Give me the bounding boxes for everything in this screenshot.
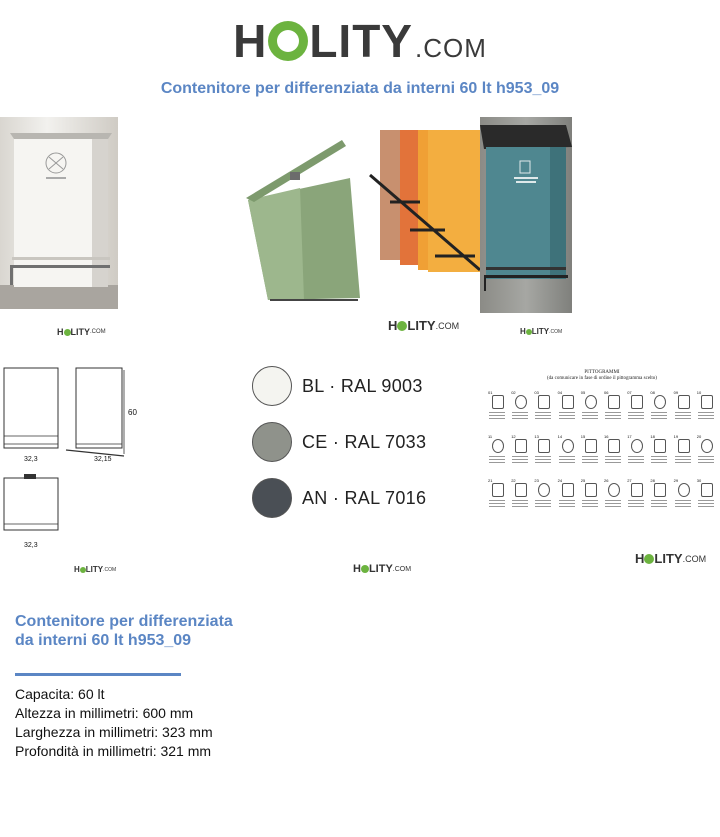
pictogram-caption-line — [582, 462, 598, 463]
pictogram-number: 14 — [557, 434, 563, 439]
blue-bin-illustration — [480, 117, 572, 313]
pictogram-caption-line — [651, 456, 667, 457]
pictogram-subtitle: (da comunicare in fase di ordine il pittogramma scelto) — [547, 376, 657, 381]
pictogram-caption-line — [628, 503, 644, 504]
pictogram-icon — [562, 439, 574, 453]
pictogram-caption-line — [605, 506, 621, 507]
pictogram-caption-line — [675, 500, 691, 501]
pictogram-number: 17 — [627, 434, 632, 439]
pictogram-icon — [608, 395, 620, 409]
pictogram-icon — [608, 483, 620, 497]
pictogram-icon — [492, 439, 504, 453]
pictogram-number: 27 — [627, 478, 632, 483]
pictogram-icon — [538, 439, 550, 453]
color-label: AN · RAL 7016 — [302, 487, 427, 508]
pictogram-caption-line — [559, 500, 575, 501]
pictogram-caption-line — [605, 462, 621, 463]
product-photo-green-bin[interactable] — [240, 130, 480, 302]
color-swatch — [252, 366, 292, 406]
pictogram-caption-line — [559, 418, 575, 419]
pictogram-cell[interactable] — [532, 478, 555, 512]
pictogram-caption-line — [512, 500, 528, 501]
pictogram-caption-line — [512, 456, 528, 457]
pictogram-cell[interactable] — [625, 434, 648, 468]
pictogram-caption-line — [698, 503, 714, 504]
pictogram-icon — [678, 483, 690, 497]
pictogram-number: 18 — [650, 434, 655, 439]
color-option-white[interactable] — [252, 366, 423, 406]
pictogram-caption-line — [512, 412, 528, 413]
pictogram-number: 03 — [534, 390, 539, 395]
pictogram-cell[interactable] — [602, 390, 625, 424]
logo-letters: LITY — [309, 15, 413, 67]
pictogram-caption-line — [651, 459, 667, 460]
pictogram-icon — [701, 395, 713, 409]
pictogram-caption-line — [675, 412, 691, 413]
pictogram-caption-line — [489, 506, 505, 507]
pictogram-caption-line — [698, 456, 714, 457]
pictogram-cell[interactable] — [648, 390, 671, 424]
pictogram-caption-line — [628, 412, 644, 413]
pictogram-caption-line — [489, 459, 505, 460]
pictogram-caption-line — [512, 418, 528, 419]
pictogram-number: 06 — [604, 390, 609, 395]
pictogram-caption-line — [628, 459, 644, 460]
holity-mini-logo: H LITY .COM — [353, 563, 412, 575]
pictogram-number: 07 — [627, 390, 632, 395]
pictogram-caption-line — [559, 503, 575, 504]
pictogram-number: 09 — [673, 390, 679, 395]
pictogram-caption-line — [698, 462, 714, 463]
pictogram-caption-line — [675, 418, 691, 419]
color-swatch — [252, 478, 292, 518]
holity-mini-logo: H LITY .COM — [57, 327, 106, 337]
pictogram-caption-line — [698, 506, 714, 507]
spec-width: Larghezza in millimetri: 323 mm — [15, 724, 213, 740]
color-swatch — [252, 422, 292, 462]
title-divider — [15, 673, 181, 676]
pictogram-caption-line — [651, 462, 667, 463]
pictogram-number: 23 — [534, 478, 539, 483]
side-depth-label: 32,15 — [94, 456, 112, 463]
pictogram-cell[interactable] — [486, 478, 509, 512]
pictogram-cell[interactable] — [602, 434, 625, 468]
pictogram-cell[interactable] — [579, 434, 602, 468]
pictogram-icon — [701, 439, 713, 453]
pictogram-caption-line — [628, 456, 644, 457]
pictogram-caption-line — [698, 412, 714, 413]
pictogram-caption-line — [605, 459, 621, 460]
pictogram-cell[interactable] — [648, 478, 671, 512]
product-specs — [15, 685, 213, 761]
pictogram-caption-line — [605, 418, 621, 419]
pictogram-icon — [631, 395, 643, 409]
pictogram-icon — [562, 395, 574, 409]
pictogram-caption-line — [628, 462, 644, 463]
pictogram-icon — [608, 439, 620, 453]
logo-wordmark — [233, 14, 487, 68]
pictogram-cell[interactable] — [509, 478, 532, 512]
top-width-label: 32,3 — [24, 542, 38, 549]
holity-mini-logo: H LITY .COM — [520, 327, 563, 336]
pictogram-caption-line — [628, 418, 644, 419]
pictogram-icon — [515, 439, 527, 453]
pictogram-caption-line — [605, 456, 621, 457]
dimension-drawing — [0, 362, 150, 552]
pictogram-caption-line — [535, 503, 551, 504]
color-label: BL · RAL 9003 — [302, 375, 423, 396]
pictogram-number: 28 — [650, 478, 655, 483]
color-option-anthracite[interactable] — [252, 478, 426, 518]
pictogram-caption-line — [535, 506, 551, 507]
pictogram-caption-line — [535, 415, 551, 416]
pictogram-caption-line — [651, 418, 667, 419]
pictogram-caption-line — [512, 462, 528, 463]
pictogram-caption-line — [582, 503, 598, 504]
pictogram-number: 29 — [673, 478, 679, 483]
pictogram-caption-line — [535, 456, 551, 457]
pictogram-caption-line — [535, 459, 551, 460]
pictogram-caption-line — [489, 418, 505, 419]
pictogram-icon — [562, 483, 574, 497]
green-bin-illustration — [240, 130, 480, 302]
page-title: Contenitore per differenziata da interni 60 lt h953_09 — [160, 80, 560, 97]
pictogram-icon — [492, 395, 504, 409]
pictogram-caption-line — [559, 412, 575, 413]
pictogram-number: 15 — [580, 434, 586, 439]
pictogram-icon — [538, 395, 550, 409]
pictogram-caption-line — [675, 456, 691, 457]
pictogram-number: 13 — [534, 434, 539, 439]
pictogram-cell[interactable] — [625, 390, 648, 424]
white-bin-illustration — [0, 117, 118, 309]
logo-letter-h: H — [233, 15, 268, 67]
pictogram-icon — [515, 483, 527, 497]
pictogram-cell[interactable] — [486, 390, 509, 424]
pictogram-caption-line — [628, 415, 644, 416]
pictogram-number: 12 — [511, 434, 516, 439]
pictogram-number: 24 — [557, 478, 563, 483]
pictogram-cell[interactable] — [625, 478, 648, 512]
pictogram-caption-line — [582, 415, 598, 416]
holity-mini-logo: H LITY .COM — [635, 551, 707, 566]
spec-height: Altezza in millimetri: 600 mm — [15, 705, 194, 721]
pictogram-caption-line — [489, 456, 505, 457]
pictogram-caption-line — [512, 415, 528, 416]
pictogram-caption-line — [489, 412, 505, 413]
pictogram-icon — [538, 483, 550, 497]
pictogram-caption-line — [675, 503, 691, 504]
pictogram-icon — [585, 483, 597, 497]
pictogram-caption-line — [605, 415, 621, 416]
pictogram-number: 21 — [488, 478, 493, 483]
pictogram-caption-line — [535, 500, 551, 501]
pictogram-caption-line — [512, 506, 528, 507]
product-title: Contenitore per differenziata da interni 60 lt h953_09 — [15, 613, 233, 649]
pictogram-caption-line — [489, 503, 505, 504]
pictogram-caption-line — [628, 500, 644, 501]
pictogram-caption-line — [675, 415, 691, 416]
pictogram-number: 26 — [604, 478, 609, 483]
pictogram-number: 02 — [511, 390, 516, 395]
pictogram-number: 05 — [580, 390, 586, 395]
pictogram-sheet[interactable] — [486, 370, 718, 528]
pictogram-caption-line — [651, 503, 667, 504]
product-photo-blue-bin[interactable] — [480, 117, 572, 313]
pictogram-cell[interactable] — [672, 434, 695, 468]
pictogram-caption-line — [675, 462, 691, 463]
pictogram-icon — [654, 439, 666, 453]
pictogram-cell[interactable] — [509, 390, 532, 424]
holity-mini-logo: H LITY .COM — [388, 318, 460, 333]
pictogram-number: 01 — [488, 390, 493, 395]
pictogram-caption-line — [559, 456, 575, 457]
pictogram-caption-line — [605, 503, 621, 504]
pictogram-caption-line — [582, 500, 598, 501]
pictogram-caption-line — [582, 459, 598, 460]
pictogram-cell[interactable] — [532, 434, 555, 468]
pictogram-number: 10 — [696, 390, 702, 395]
pictogram-caption-line — [698, 418, 714, 419]
pictogram-number: 08 — [650, 390, 655, 395]
pictogram-cell[interactable] — [579, 478, 602, 512]
pictogram-number: 22 — [511, 478, 516, 483]
pictogram-grid — [486, 390, 718, 512]
pictogram-caption-line — [512, 459, 528, 460]
pictogram-caption-line — [605, 500, 621, 501]
pictogram-number: 04 — [557, 390, 563, 395]
holity-mini-logo: H LITY .COM — [74, 565, 117, 574]
pictogram-cell[interactable] — [695, 390, 718, 424]
pictogram-icon — [654, 483, 666, 497]
pictogram-caption-line — [559, 462, 575, 463]
height-dimension-label: 60 — [128, 408, 137, 417]
pictogram-caption-line — [698, 500, 714, 501]
pictogram-number: 25 — [580, 478, 586, 483]
holity-logo[interactable] — [0, 12, 720, 70]
pictogram-caption-line — [489, 500, 505, 501]
pictogram-icon — [585, 439, 597, 453]
pictogram-caption-line — [605, 412, 621, 413]
pictogram-icon — [701, 483, 713, 497]
logo-suffix: .COM — [415, 32, 487, 63]
pictogram-cell[interactable] — [672, 478, 695, 512]
pictogram-icon — [585, 395, 597, 409]
pictogram-title: PITTOGRAMMI — [584, 370, 620, 375]
pictogram-cell[interactable] — [695, 478, 718, 512]
pictogram-cell[interactable] — [602, 478, 625, 512]
pictogram-caption-line — [489, 462, 505, 463]
pictogram-icon — [631, 483, 643, 497]
pictogram-caption-line — [582, 412, 598, 413]
pictogram-cell[interactable] — [695, 434, 718, 468]
pictogram-icon — [678, 395, 690, 409]
pictogram-cell[interactable] — [509, 434, 532, 468]
pictogram-caption-line — [651, 506, 667, 507]
pictogram-cell[interactable] — [556, 434, 579, 468]
pictogram-icon — [654, 395, 666, 409]
color-option-grey[interactable] — [252, 422, 426, 462]
pictogram-caption-line — [582, 506, 598, 507]
pictogram-number: 20 — [696, 434, 702, 439]
pictogram-cell[interactable] — [556, 390, 579, 424]
pictogram-caption-line — [651, 412, 667, 413]
front-width-label: 32,3 — [24, 456, 38, 463]
pictogram-caption-line — [651, 415, 667, 416]
pictogram-cell[interactable] — [672, 390, 695, 424]
pictogram-caption-line — [698, 415, 714, 416]
pictogram-icon — [631, 439, 643, 453]
pictogram-caption-line — [535, 418, 551, 419]
product-photo-white-bin[interactable] — [0, 117, 118, 309]
pictogram-caption-line — [628, 506, 644, 507]
pictogram-caption-line — [559, 415, 575, 416]
pictogram-cell[interactable] — [486, 434, 509, 468]
pictogram-number: 30 — [696, 478, 702, 483]
pictogram-icon — [492, 483, 504, 497]
pictogram-cell[interactable] — [579, 390, 602, 424]
pictogram-number: 11 — [488, 434, 493, 439]
pictogram-caption-line — [675, 506, 691, 507]
pictogram-caption-line — [582, 418, 598, 419]
color-label: CE · RAL 7033 — [302, 431, 427, 452]
logo-o-icon — [268, 21, 308, 61]
pictogram-caption-line — [675, 459, 691, 460]
pictogram-caption-line — [582, 456, 598, 457]
pictogram-caption-line — [535, 462, 551, 463]
pictogram-number: 16 — [604, 434, 609, 439]
pictogram-caption-line — [559, 506, 575, 507]
pictogram-caption-line — [512, 503, 528, 504]
pictogram-icon — [515, 395, 527, 409]
pictogram-number: 19 — [673, 434, 679, 439]
pictogram-icon — [678, 439, 690, 453]
pictogram-caption-line — [651, 500, 667, 501]
spec-depth: Profondità in millimetri: 321 mm — [15, 743, 212, 759]
pictogram-cell[interactable] — [532, 390, 555, 424]
pictogram-caption-line — [698, 459, 714, 460]
technical-drawings[interactable] — [0, 362, 150, 552]
pictogram-caption-line — [559, 459, 575, 460]
color-options[interactable] — [252, 362, 452, 522]
pictogram-caption-line — [535, 412, 551, 413]
pictogram-cell[interactable] — [556, 478, 579, 512]
pictogram-caption-line — [489, 415, 505, 416]
pictogram-cell[interactable] — [648, 434, 671, 468]
spec-capacity: Capacita: 60 lt — [15, 686, 105, 702]
